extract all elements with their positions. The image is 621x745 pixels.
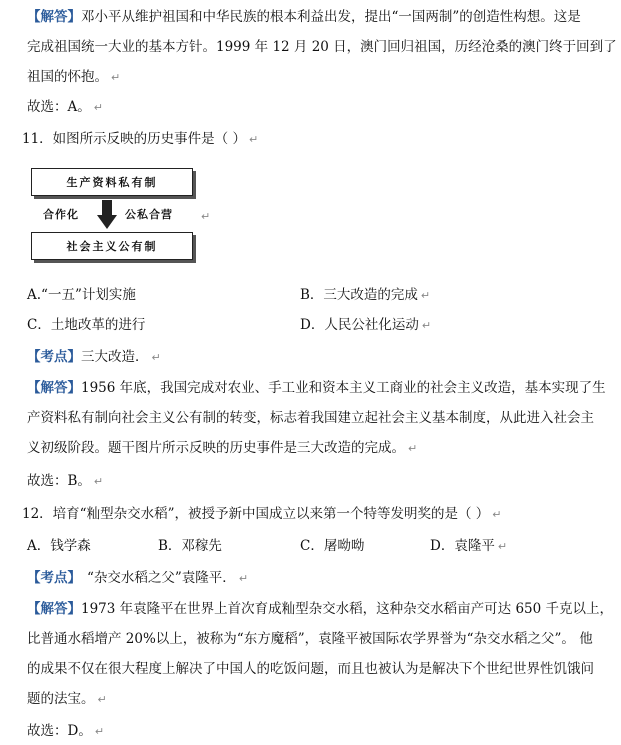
return-icon: ↵: [248, 133, 259, 146]
q10-analysis-line-3: [27, 68, 120, 87]
q11-analysis-line-1: [27, 379, 606, 397]
question-text: 11．如图所示反映的历史事件是（ ）: [22, 131, 246, 147]
q12-option-a: A．钱学森: [27, 538, 91, 554]
option-text: D．袁隆平: [430, 538, 495, 554]
analysis-text: 1973 年袁隆平在世界上首次育成籼型杂交水稻，这种杂交水稻亩产可达 650 千克以上，: [81, 601, 613, 617]
analysis-tag: 【解答】: [27, 380, 81, 396]
diagram-left-label: 合作化: [43, 208, 79, 221]
return-icon: ↵: [408, 442, 418, 455]
q11-answer: [27, 472, 103, 491]
analysis-text: 题的法宝。: [27, 691, 95, 707]
return-icon: ↵: [93, 475, 104, 488]
down-arrow-icon: [97, 200, 117, 230]
return-icon: ↵: [97, 693, 107, 706]
point-text: 三大改造．: [81, 349, 149, 365]
return-icon: ↵: [497, 540, 508, 553]
q12-analysis-line-2: 比普通水稻增产 20%以上，被称为“东方魔稻”，袁隆平被国际农学界誉为“杂交水稻之父”。 他: [27, 631, 593, 647]
q12-option-d: [430, 537, 507, 556]
q10-answer: [27, 98, 103, 117]
q12-option-c: C．屠呦呦: [300, 538, 365, 554]
q11-point: [27, 348, 161, 367]
q11-stem: [22, 130, 258, 149]
q12-point: [27, 569, 248, 588]
return-icon: ↵: [201, 210, 211, 223]
analysis-tag: 【解答】: [27, 9, 81, 25]
q12-option-b: B．邓稼先: [158, 538, 222, 554]
q10-analysis-line-1: [27, 8, 581, 26]
return-icon: ↵: [238, 572, 249, 585]
point-tag: 【考点】: [27, 570, 81, 586]
q12-analysis-line-4: [27, 690, 107, 709]
q11-diagram: [27, 160, 202, 270]
q11-option-d: [300, 316, 431, 335]
q12-stem: [22, 505, 502, 524]
option-text: B．三大改造的完成: [300, 287, 418, 303]
q11-analysis-line-3: [27, 439, 417, 458]
return-icon: ↵: [420, 289, 431, 302]
answer-text: 故选：A。: [27, 99, 91, 115]
point-text: “杂交水稻之父”袁隆平．: [87, 570, 236, 586]
return-icon: ↵: [94, 725, 105, 738]
question-text: 12．培育“籼型杂交水稻”，被授予新中国成立以来第一个特等发明奖的是（ ）: [22, 506, 490, 522]
return-icon: ↵: [93, 101, 103, 114]
analysis-text: 邓小平从维护祖国和中华民族的根本利益出发，提出“一国两制”的创造性构想。这是: [81, 9, 581, 25]
return-icon: ↵: [421, 319, 432, 332]
diagram-top-box: 生产资料私有制: [31, 168, 193, 196]
option-text: D．人民公社化运动: [300, 317, 419, 333]
q11-option-b: [300, 286, 430, 305]
analysis-text: 义初级阶段。题干图片所示反映的历史事件是三大改造的完成。: [27, 440, 405, 456]
q11-option-a: A.“一五”计划实施: [27, 287, 136, 303]
return-icon: ↵: [151, 351, 161, 364]
diagram-right-label: 公私合营: [125, 208, 173, 221]
q12-analysis-line-3: 的成果不仅在很大程度上解决了中国人的吃饭问题，而且也被认为是解决下个世纪世界性饥饿问: [27, 661, 594, 677]
q10-analysis-line-2: 完成祖国统一大业的基本方针。1999 年 12 月 20 日，澳门回归祖国，历经沧桑的澳门终于回到了: [27, 39, 617, 55]
q11-analysis-line-2: 产资料私有制向社会主义公有制的转变，标志着我国建立起社会主义基本制度，从此进入社会主: [27, 410, 594, 426]
answer-text: 故选：B。: [27, 473, 91, 489]
q11-option-c: C．土地改革的进行: [27, 317, 146, 333]
q12-analysis-line-1: [27, 600, 613, 618]
q12-answer: [27, 722, 104, 741]
diagram-bottom-box: 社会主义公有制: [31, 232, 193, 260]
analysis-text: 1956 年底，我国完成对农业、手工业和资本主义工商业的社会主义改造，基本实现了生: [81, 380, 606, 396]
analysis-tag: 【解答】: [27, 601, 81, 617]
point-tag: 【考点】: [27, 349, 81, 365]
answer-text: 故选：D。: [27, 723, 92, 739]
analysis-text: 祖国的怀抱。: [27, 69, 108, 85]
return-icon: ↵: [111, 71, 121, 84]
return-icon: ↵: [492, 508, 502, 521]
